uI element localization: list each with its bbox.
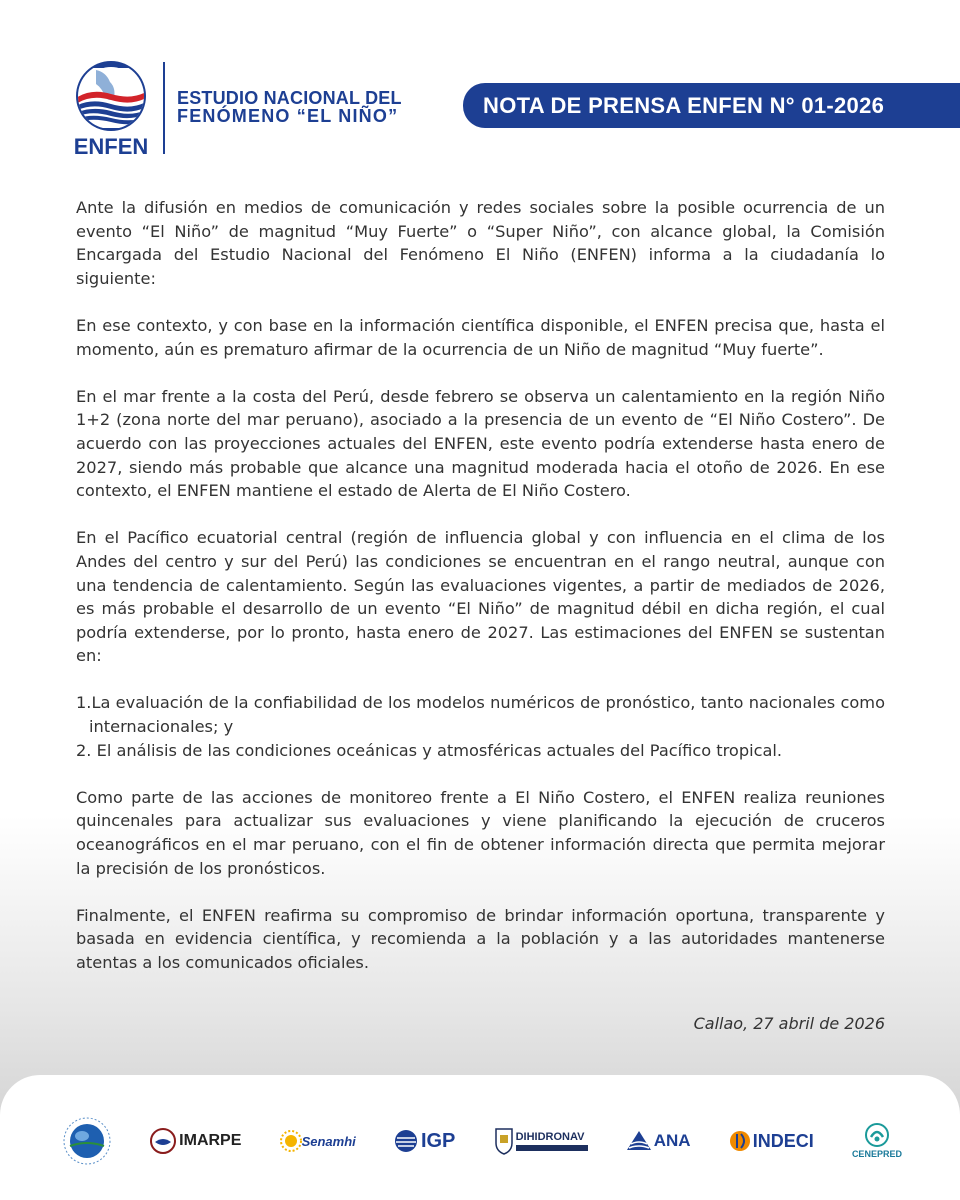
- paragraph-pacific: En el Pacífico ecuatorial central (región de influencia global y con influencia en el clima de los Andes del centro y sur del Perú) las condiciones se encuentran en el rango neutral, aunque con una tendencia de calentamiento. Según las evaluaciones vigentes, a partir de mediados de 2026, es más probable el desarrollo de un evento “El Niño” de magnitud débil en dicha región, el cual podría extenderse, por lo pronto, hasta enero de 2027. Las estimaciones del ENFEN se sustentan en:: [76, 528, 885, 666]
- dihidronav-label: DIHIDRONAV: [515, 1131, 585, 1143]
- cenepred-label: CENEPRED: [851, 1149, 902, 1159]
- list-item: 1.La evaluación de la confiabilidad de los modelos numéricos de pronóstico, tanto nacionales como internacionales; y: [76, 693, 885, 737]
- indeci-logo: [729, 1129, 814, 1153]
- enfen-logo: [66, 58, 156, 158]
- dihidronav-logo: [494, 1127, 588, 1155]
- globe-icon: [62, 1116, 112, 1166]
- senamhi-logo: [280, 1130, 356, 1152]
- org-name-line1: ESTUDIO NACIONAL DEL: [177, 88, 402, 108]
- cenepred-logo: [852, 1123, 902, 1159]
- ana-label: ANA: [653, 1131, 691, 1150]
- footer: [0, 1075, 960, 1200]
- igp-logo: [394, 1129, 455, 1153]
- dihidronav-underline: [516, 1145, 588, 1151]
- cpps-globe-logo: [62, 1116, 112, 1166]
- header: [0, 0, 960, 170]
- paragraph-monitoring: Como parte de las acciones de monitoreo frente a El Niño Costero, el ENFEN realiza reuniones quincenales para actualizar sus evaluaciones y viene planificando la ejecución de cruceros oceanográficos en el mar peruano, con el fin de obtener información directa que permita mejorar la precisión de los pronósticos.: [76, 787, 885, 878]
- senamhi-label: Senamhi: [301, 1133, 356, 1149]
- igp-icon: [394, 1129, 418, 1153]
- ana-icon: [626, 1130, 652, 1152]
- paragraph-closing: Finalmente, el ENFEN reafirma su compromiso de brindar información oportuna, transparente y basada en evidencia científica, y recomienda a la población y a las autoridades mantenerse atentas a los comunicados oficiales.: [76, 905, 885, 972]
- press-release-banner: NOTA DE PRENSA ENFEN N° 01-2026: [463, 83, 960, 128]
- list-item: 2. El análisis de las condiciones oceánicas y atmosféricas actuales del Pacífico tropical.: [76, 740, 783, 760]
- institution-logos: [62, 1113, 902, 1169]
- press-release-body: [76, 196, 885, 998]
- ana-logo: [626, 1130, 691, 1152]
- header-divider: [163, 62, 165, 154]
- igp-label: IGP: [420, 1129, 456, 1152]
- imarpe-icon: [150, 1128, 176, 1154]
- paragraph-coastal: En el mar frente a la costa del Perú, desde febrero se observa un calentamiento en la región Niño 1+2 (zona norte del mar peruano), asociado a la presencia de un evento de “El Niño Costero”. De acuerdo con las proyecciones actuales del ENFEN, este evento podría extenderse hasta enero de 2027, siendo más probable que alcance una magnitud moderada hacia el otoño de 2026. En ese contexto, el ENFEN mantiene el estado de Alerta de El Niño Costero.: [76, 386, 885, 501]
- paragraph-intro: Ante la difusión en medios de comunicación y redes sociales sobre la posible ocurrencia de un evento “El Niño” de magnitud “Muy Fuerte” o “Super Niño”, con alcance global, la Comisión Encargada del Estudio Nacional del Fenómeno El Niño (ENFEN) informa a la ciudadanía lo siguiente:: [76, 198, 885, 288]
- imarpe-logo: [150, 1128, 241, 1154]
- sun-icon: [280, 1130, 302, 1152]
- org-name-line2: FENÓMENO “EL NIÑO”: [177, 106, 399, 126]
- shield-icon: [494, 1127, 514, 1155]
- basis-list: [76, 691, 885, 762]
- logo-text: ENFEN: [73, 134, 149, 158]
- indeci-icon: [729, 1129, 751, 1153]
- org-name: [177, 89, 402, 125]
- imarpe-label: IMARPE: [179, 1132, 242, 1149]
- indeci-label: INDECI: [752, 1130, 814, 1151]
- date-line: Callao, 27 abril de 2026: [693, 1014, 885, 1033]
- paragraph-context: En ese contexto, y con base en la información científica disponible, el ENFEN precisa que, hasta el momento, aún es prematuro afirmar de la ocurrencia de un Niño de magnitud “Muy fuerte”.: [76, 315, 885, 359]
- cenepred-icon: [865, 1123, 889, 1147]
